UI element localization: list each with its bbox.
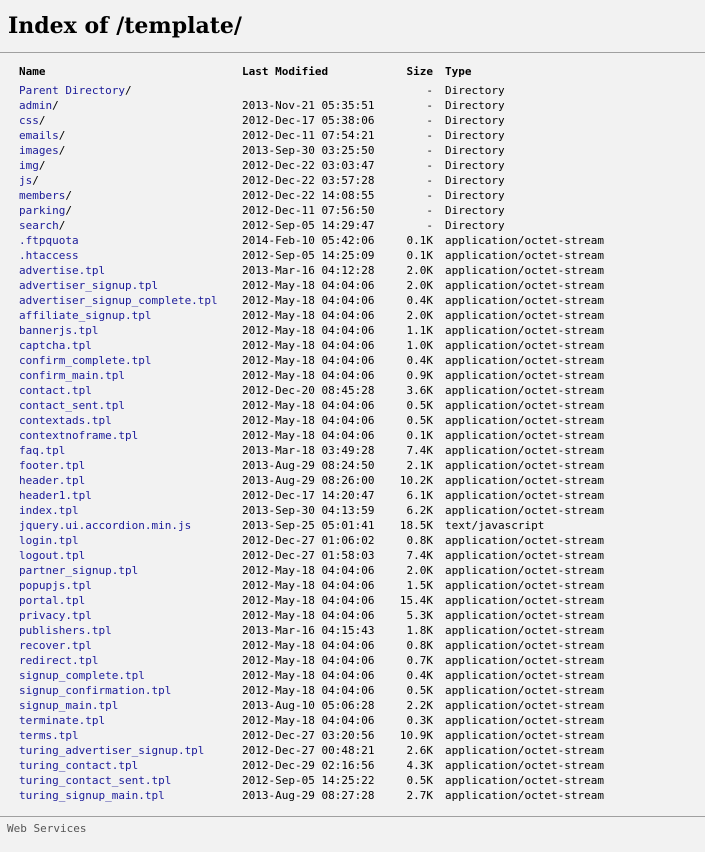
directory-suffix: / <box>65 189 72 202</box>
file-link[interactable]: confirm_main.tpl <box>19 369 125 382</box>
entry-modified: 2012-May-18 04:04:06 <box>242 714 375 727</box>
entry-modified: 2013-Nov-21 05:35:51 <box>242 99 375 112</box>
file-link[interactable]: contextads.tpl <box>19 414 112 427</box>
entry-size: 2.2K <box>406 699 433 712</box>
entry-modified: 2013-Mar-16 04:15:43 <box>242 624 375 637</box>
entry-size: 6.2K <box>406 504 433 517</box>
file-link[interactable]: affiliate_signup.tpl <box>19 309 152 322</box>
file-link[interactable]: advertiser_signup_complete.tpl <box>19 294 218 307</box>
file-link[interactable]: redirect.tpl <box>19 654 99 667</box>
entry-modified: 2012-May-18 04:04:06 <box>242 669 375 682</box>
entry-type: application/octet-stream <box>445 579 604 592</box>
entry-size: 0.5K <box>406 684 433 697</box>
entry-type: application/octet-stream <box>445 324 604 337</box>
entry-type: application/octet-stream <box>445 789 604 802</box>
entry-size: 0.8K <box>406 534 433 547</box>
entry-size: 0.4K <box>406 294 433 307</box>
entry-modified: 2012-May-18 04:04:06 <box>242 609 375 622</box>
entry-type: application/octet-stream <box>445 384 604 397</box>
entry-modified: 2013-Mar-18 03:49:28 <box>242 444 375 457</box>
entry-name-cell <box>19 293 218 308</box>
file-link[interactable]: footer.tpl <box>19 459 86 472</box>
file-link[interactable]: .htaccess <box>19 249 79 262</box>
entry-type: Directory <box>445 204 505 217</box>
entry-name-cell <box>19 608 92 623</box>
entry-modified: 2012-Dec-27 00:48:21 <box>242 744 375 757</box>
entry-name-cell <box>19 188 72 203</box>
file-link[interactable]: recover.tpl <box>19 639 92 652</box>
file-link[interactable]: turing_signup_main.tpl <box>19 789 165 802</box>
entry-size: 10.2K <box>399 474 433 487</box>
entry-modified: 2012-Dec-27 03:20:56 <box>242 729 375 742</box>
entry-modified: 2013-Aug-29 08:27:28 <box>242 789 375 802</box>
entry-modified: 2012-May-18 04:04:06 <box>242 324 375 337</box>
entry-type: application/octet-stream <box>445 744 604 757</box>
entry-type: application/octet-stream <box>445 444 604 457</box>
entry-type: application/octet-stream <box>445 294 604 307</box>
file-link[interactable]: privacy.tpl <box>19 609 92 622</box>
entry-type: application/octet-stream <box>445 624 604 637</box>
entry-modified: 2012-May-18 04:04:06 <box>242 399 375 412</box>
file-link[interactable]: confirm_complete.tpl <box>19 354 152 367</box>
entry-type: Directory <box>445 84 505 97</box>
entry-name-cell <box>19 83 132 98</box>
entry-modified: 2012-Dec-22 03:57:28 <box>242 174 375 187</box>
directory-suffix: / <box>38 159 46 172</box>
entry-size: 1.0K <box>406 339 433 352</box>
file-link[interactable]: advertise.tpl <box>19 264 106 277</box>
directory-link[interactable]: admin <box>19 99 53 112</box>
entry-type: Directory <box>445 174 505 187</box>
entry-type: application/octet-stream <box>445 414 604 427</box>
entry-size: 2.1K <box>406 459 433 472</box>
file-link[interactable]: turing_contact_sent.tpl <box>19 774 172 787</box>
directory-suffix: / <box>38 114 46 127</box>
entry-modified: 2013-Aug-29 08:26:00 <box>242 474 375 487</box>
entry-name-cell <box>19 263 105 278</box>
entry-name-cell <box>19 278 158 293</box>
entry-name-cell <box>19 98 59 113</box>
entry-modified: 2012-May-18 04:04:06 <box>242 429 375 442</box>
directory-link[interactable]: parking <box>19 204 66 217</box>
entry-name-cell <box>19 353 151 368</box>
file-link[interactable]: bannerjs.tpl <box>19 324 99 337</box>
entry-modified: 2012-May-18 04:04:06 <box>242 369 375 382</box>
file-link[interactable]: contextnoframe.tpl <box>19 429 139 442</box>
entry-type: application/octet-stream <box>445 564 604 577</box>
entry-size: 2.6K <box>406 744 433 757</box>
entry-size: 15.4K <box>399 594 433 607</box>
entry-name-cell <box>19 518 191 533</box>
directory-link[interactable]: emails <box>19 129 59 142</box>
entry-type: application/octet-stream <box>445 234 604 247</box>
entry-name-cell <box>19 308 151 323</box>
entry-modified: 2012-May-18 04:04:06 <box>242 339 375 352</box>
entry-type: text/javascript <box>445 519 545 532</box>
entry-size: - <box>426 159 433 172</box>
entry-size: 0.1K <box>406 234 433 247</box>
entry-size: 0.1K <box>406 249 433 262</box>
entry-modified: 2012-Dec-29 02:16:56 <box>242 759 375 772</box>
entry-modified: 2012-Dec-27 01:06:02 <box>242 534 375 547</box>
entry-modified: 2012-May-18 04:04:06 <box>242 654 375 667</box>
column-header-size[interactable]: Size <box>406 65 433 78</box>
entry-type: application/octet-stream <box>445 609 604 622</box>
file-link[interactable]: advertiser_signup.tpl <box>19 279 159 292</box>
entry-size: 0.5K <box>406 774 433 787</box>
entry-name-cell <box>19 158 46 173</box>
entry-name-cell <box>19 548 85 563</box>
entry-type: application/octet-stream <box>445 639 604 652</box>
directory-link[interactable]: search <box>19 219 59 232</box>
entry-modified: 2013-Aug-29 08:24:50 <box>242 459 375 472</box>
file-link[interactable]: signup_complete.tpl <box>19 669 145 682</box>
file-link[interactable]: publishers.tpl <box>19 624 112 637</box>
entry-modified: 2012-Dec-22 03:03:47 <box>242 159 375 172</box>
entry-modified: 2012-May-18 04:04:06 <box>242 294 375 307</box>
entry-size: 6.1K <box>406 489 433 502</box>
file-link[interactable]: partner_signup.tpl <box>19 564 139 577</box>
directory-link[interactable]: members <box>19 189 66 202</box>
entry-size: 0.9K <box>406 369 433 382</box>
entry-name-cell <box>19 248 79 263</box>
file-link[interactable]: header1.tpl <box>19 489 92 502</box>
directory-suffix: / <box>32 174 39 187</box>
file-link[interactable]: signup_main.tpl <box>19 699 119 712</box>
entry-modified: 2012-Dec-20 08:45:28 <box>242 384 375 397</box>
file-link[interactable]: signup_confirmation.tpl <box>19 684 172 697</box>
entry-modified: 2012-Dec-11 07:54:21 <box>242 129 375 142</box>
entry-name-cell <box>19 458 85 473</box>
entry-size: 0.3K <box>406 714 433 727</box>
entry-size: 10.9K <box>399 729 433 742</box>
entry-name-cell <box>19 113 46 128</box>
entry-type: application/octet-stream <box>445 264 604 277</box>
entry-name-cell <box>19 233 79 248</box>
entry-type: application/octet-stream <box>445 654 604 667</box>
entry-type: application/octet-stream <box>445 279 604 292</box>
entry-type: Directory <box>445 144 505 157</box>
entry-name-cell <box>19 503 79 518</box>
entry-type: application/octet-stream <box>445 684 604 697</box>
entry-name-cell <box>19 668 145 683</box>
file-link[interactable]: turing_contact.tpl <box>19 759 139 772</box>
entry-modified: 2012-Dec-27 01:58:03 <box>242 549 375 562</box>
entry-size: 0.4K <box>406 354 433 367</box>
bottom-divider <box>0 816 705 817</box>
entry-modified: 2013-Mar-16 04:12:28 <box>242 264 375 277</box>
entry-type: Directory <box>445 129 505 142</box>
entry-modified: 2012-May-18 04:04:06 <box>242 594 375 607</box>
server-footer: Web Services <box>7 822 87 835</box>
entry-type: Directory <box>445 189 505 202</box>
entry-size: - <box>426 189 433 202</box>
column-header-name[interactable]: Name <box>19 65 46 78</box>
entry-type: application/octet-stream <box>445 729 604 742</box>
entry-size: 1.5K <box>406 579 433 592</box>
entry-type: application/octet-stream <box>445 489 604 502</box>
entry-size: 0.5K <box>406 414 433 427</box>
directory-link[interactable]: img <box>19 159 39 172</box>
file-link[interactable]: index.tpl <box>19 504 79 517</box>
entry-type: application/octet-stream <box>445 774 604 787</box>
entry-modified: 2012-Dec-17 05:38:06 <box>242 114 375 127</box>
entry-name-cell <box>19 473 85 488</box>
directory-suffix: / <box>58 144 66 157</box>
entry-name-cell <box>19 143 65 158</box>
entry-modified: 2013-Aug-10 05:06:28 <box>242 699 375 712</box>
entry-size: - <box>426 204 433 217</box>
entry-type: application/octet-stream <box>445 399 604 412</box>
file-link[interactable]: faq.tpl <box>19 444 66 457</box>
entry-type: Directory <box>445 159 505 172</box>
page-title: Index of /template/ <box>8 13 242 39</box>
entry-name-cell <box>19 683 171 698</box>
entry-type: application/octet-stream <box>445 534 604 547</box>
top-divider <box>0 52 705 53</box>
entry-name-cell <box>19 593 85 608</box>
file-link[interactable]: terminate.tpl <box>19 714 106 727</box>
entry-size: - <box>426 144 433 157</box>
entry-size: 2.0K <box>406 564 433 577</box>
entry-modified: 2012-May-18 04:04:06 <box>242 564 375 577</box>
entry-modified: 2012-May-18 04:04:06 <box>242 354 375 367</box>
entry-type: application/octet-stream <box>445 339 604 352</box>
entry-type: Directory <box>445 114 505 127</box>
entry-name-cell <box>19 338 92 353</box>
entry-size: - <box>426 99 433 112</box>
entry-name-cell <box>19 578 92 593</box>
entry-name-cell <box>19 713 105 728</box>
entry-name-cell <box>19 563 138 578</box>
entry-name-cell <box>19 758 138 773</box>
entry-name-cell <box>19 443 65 458</box>
entry-type: application/octet-stream <box>445 714 604 727</box>
file-link[interactable]: terms.tpl <box>19 729 79 742</box>
entry-size: 18.5K <box>399 519 433 532</box>
entry-name-cell <box>19 623 112 638</box>
entry-modified: 2012-May-18 04:04:06 <box>242 309 375 322</box>
entry-name-cell <box>19 413 112 428</box>
entry-type: application/octet-stream <box>445 354 604 367</box>
entry-modified: 2012-May-18 04:04:06 <box>242 639 375 652</box>
file-link[interactable]: .ftpquota <box>19 234 79 247</box>
entry-modified: 2012-Sep-05 14:25:22 <box>242 774 375 787</box>
entry-modified: 2012-Sep-05 14:25:09 <box>242 249 375 262</box>
entry-modified: 2012-Dec-11 07:56:50 <box>242 204 375 217</box>
column-header-type[interactable]: Type <box>445 65 472 78</box>
file-link[interactable]: captcha.tpl <box>19 339 92 352</box>
entry-size: - <box>426 129 433 142</box>
file-link[interactable]: login.tpl <box>19 534 79 547</box>
entry-modified: 2013-Sep-30 03:25:50 <box>242 144 375 157</box>
entry-type: application/octet-stream <box>445 669 604 682</box>
directory-suffix: / <box>65 204 72 217</box>
entry-modified: 2012-Dec-22 14:08:55 <box>242 189 375 202</box>
entry-name-cell <box>19 698 118 713</box>
entry-size: 1.8K <box>406 624 433 637</box>
entry-type: application/octet-stream <box>445 504 604 517</box>
column-header-modified[interactable]: Last Modified <box>242 65 329 78</box>
entry-size: 2.0K <box>406 279 433 292</box>
entry-size: 3.6K <box>406 384 433 397</box>
entry-modified: 2012-May-18 04:04:06 <box>242 684 375 697</box>
entry-size: 7.4K <box>406 549 433 562</box>
entry-name-cell <box>19 383 92 398</box>
entry-name-cell <box>19 728 79 743</box>
entry-name-cell <box>19 533 79 548</box>
entry-name-cell <box>19 638 92 653</box>
entry-type: Directory <box>445 99 505 112</box>
entry-modified: 2012-May-18 04:04:06 <box>242 279 375 292</box>
file-link[interactable]: contact_sent.tpl <box>19 399 125 412</box>
entry-name-cell <box>19 428 138 443</box>
file-link[interactable]: popupjs.tpl <box>19 579 92 592</box>
entry-name-cell <box>19 788 165 803</box>
entry-size: - <box>426 219 433 232</box>
entry-size: 5.3K <box>406 609 433 622</box>
entry-size: 4.3K <box>406 759 433 772</box>
file-link[interactable]: header.tpl <box>19 474 86 487</box>
directory-link[interactable]: css <box>19 114 39 127</box>
entry-name-cell <box>19 203 72 218</box>
entry-size: 0.4K <box>406 669 433 682</box>
entry-name-cell <box>19 323 98 338</box>
entry-size: - <box>426 174 433 187</box>
entry-modified: 2012-May-18 04:04:06 <box>242 414 375 427</box>
entry-type: application/octet-stream <box>445 249 604 262</box>
entry-size: - <box>426 114 433 127</box>
entry-name-cell <box>19 398 125 413</box>
directory-link[interactable]: js <box>19 174 33 187</box>
entry-type: application/octet-stream <box>445 369 604 382</box>
directory-suffix: / <box>58 219 66 232</box>
directory-suffix: / <box>52 99 59 112</box>
entry-name-cell <box>19 773 171 788</box>
entry-name-cell <box>19 653 98 668</box>
entry-name-cell <box>19 218 65 233</box>
entry-modified: 2013-Sep-30 04:13:59 <box>242 504 375 517</box>
directory-suffix: / <box>58 129 66 142</box>
entry-modified: 2012-Dec-17 14:20:47 <box>242 489 375 502</box>
entry-size: 0.1K <box>406 429 433 442</box>
file-link[interactable]: turing_advertiser_signup.tpl <box>19 744 205 757</box>
file-link[interactable]: jquery.ui.accordion.min.js <box>19 519 192 532</box>
file-link[interactable]: contact.tpl <box>19 384 92 397</box>
entry-size: 7.4K <box>406 444 433 457</box>
entry-name-cell <box>19 488 92 503</box>
entry-size: 0.7K <box>406 654 433 667</box>
entry-type: Directory <box>445 219 505 232</box>
entry-type: application/octet-stream <box>445 309 604 322</box>
entry-size: 2.7K <box>406 789 433 802</box>
file-link[interactable]: portal.tpl <box>19 594 86 607</box>
entry-type: application/octet-stream <box>445 594 604 607</box>
entry-size: 1.1K <box>406 324 433 337</box>
entry-size: 0.5K <box>406 399 433 412</box>
entry-modified: 2014-Feb-10 05:42:06 <box>242 234 375 247</box>
entry-size: - <box>426 84 433 97</box>
entry-type: application/octet-stream <box>445 549 604 562</box>
entry-modified: 2012-Sep-05 14:29:47 <box>242 219 375 232</box>
entry-size: 2.0K <box>406 309 433 322</box>
directory-link[interactable]: Parent Directory <box>19 84 125 97</box>
file-link[interactable]: logout.tpl <box>19 549 86 562</box>
entry-type: application/octet-stream <box>445 759 604 772</box>
entry-type: application/octet-stream <box>445 459 604 472</box>
entry-modified: 2013-Sep-25 05:01:41 <box>242 519 375 532</box>
entry-name-cell <box>19 368 125 383</box>
directory-link[interactable]: images <box>19 144 59 157</box>
entry-type: application/octet-stream <box>445 474 604 487</box>
entry-name-cell <box>19 173 39 188</box>
entry-type: application/octet-stream <box>445 699 604 712</box>
entry-name-cell <box>19 128 65 143</box>
entry-name-cell <box>19 743 204 758</box>
entry-size: 2.0K <box>406 264 433 277</box>
entry-size: 0.8K <box>406 639 433 652</box>
entry-modified: 2012-May-18 04:04:06 <box>242 579 375 592</box>
directory-suffix: / <box>124 84 132 97</box>
entry-type: application/octet-stream <box>445 429 604 442</box>
